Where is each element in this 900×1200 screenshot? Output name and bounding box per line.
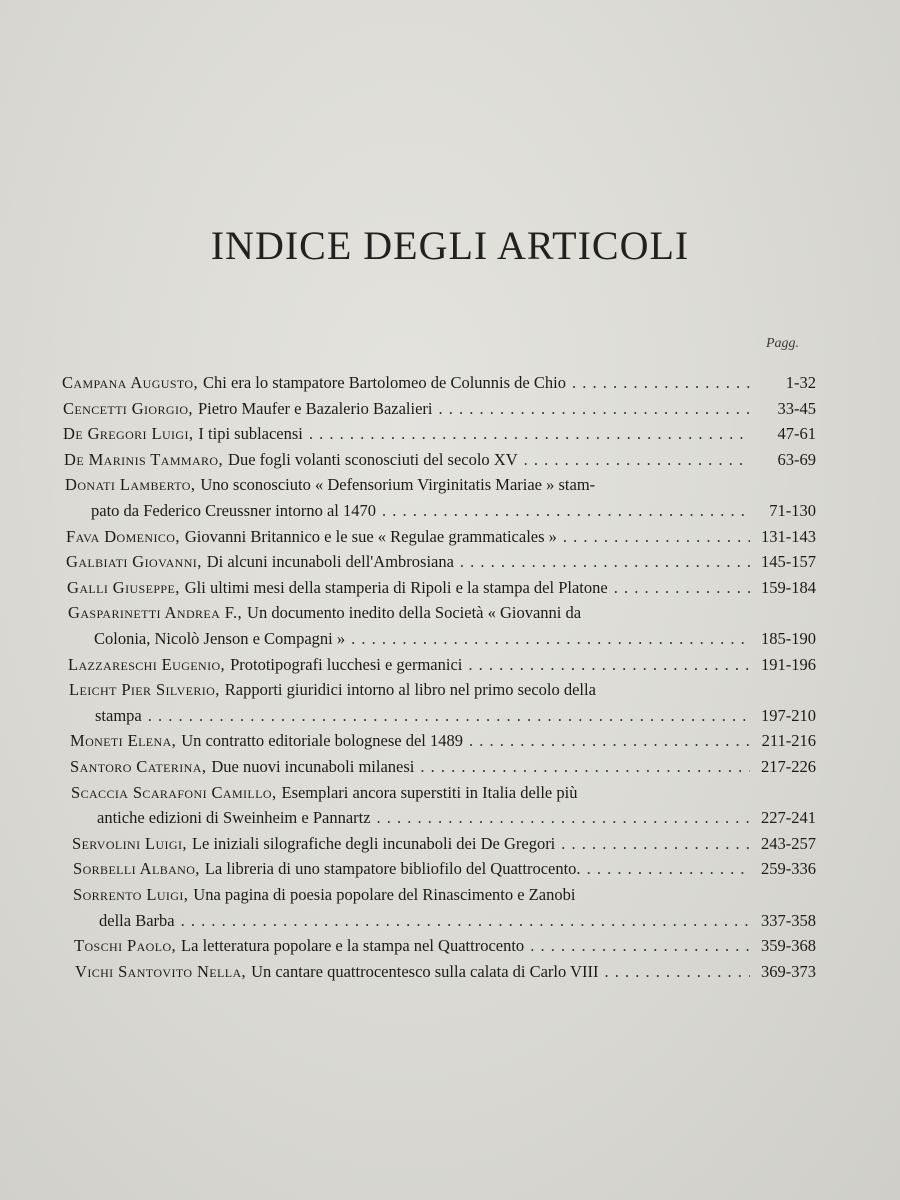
- dot-leader: [572, 372, 750, 394]
- toc-line: [94, 628, 816, 650]
- toc-author: Leicht Pier Silverio,: [69, 680, 220, 700]
- toc-line: [75, 961, 816, 983]
- toc-pages: 71-130: [769, 501, 816, 520]
- dot-leader: [420, 756, 750, 778]
- toc-line: [95, 705, 816, 727]
- toc-line: [66, 551, 816, 573]
- toc-title: La letteratura popolare e la stampa nel Quattrocento: [181, 936, 525, 956]
- dot-leader: [524, 449, 750, 471]
- toc-author: Gasparinetti Andrea F.,: [68, 603, 243, 623]
- toc-author: Fava Domenico,: [66, 526, 180, 546]
- toc-author: Vichi Santovito Nella,: [75, 961, 247, 981]
- toc-line: [68, 602, 816, 624]
- toc-pages: 197-210: [761, 705, 816, 725]
- toc-pages: 191-196: [761, 654, 816, 674]
- toc-line: [99, 910, 816, 932]
- toc-pages: 369-373: [761, 961, 816, 981]
- toc-title: Chi era lo stampatore Bartolomeo de Colunnis de Chio: [203, 373, 566, 392]
- toc-title: Uno sconosciuto « Defensorium Virginitatis Mariae » stam-: [200, 475, 596, 495]
- toc-author: Galli Giuseppe,: [67, 577, 180, 597]
- toc-line: [65, 474, 816, 496]
- toc-title: Due fogli volanti sconosciuti del secolo XV: [228, 449, 518, 469]
- toc-title: Una pagina di poesia popolare del Rinascimento e Zanobi: [193, 885, 576, 904]
- toc-title: Colonia, Nicolò Jenson e Compagni »: [94, 629, 346, 648]
- toc-title: Un contratto editoriale bolognese del 1489: [181, 731, 463, 751]
- toc-author: Moneti Elena,: [70, 731, 177, 751]
- toc-title: Un documento inedito della Società « Giovanni da: [247, 603, 582, 623]
- toc-line: [73, 884, 816, 906]
- toc-pages: 211-216: [761, 731, 816, 751]
- toc-title: Esemplari ancora superstiti in Italia delle più: [281, 782, 578, 802]
- toc-title: Pietro Maufer e Bazalerio Bazalieri: [197, 398, 433, 418]
- toc-line: [62, 372, 816, 394]
- dot-leader: [309, 423, 750, 445]
- toc-author: Servolini Luigi,: [72, 833, 187, 853]
- toc-title: stampa: [95, 705, 142, 725]
- dot-leader: [181, 910, 750, 932]
- toc-line: [63, 423, 816, 445]
- pages-column-header: Pagg.: [766, 336, 800, 351]
- toc-title: Due nuovi incunaboli milanesi: [211, 757, 415, 776]
- toc-title: della Barba: [99, 910, 175, 930]
- toc-title: I tipi sublacensi: [198, 424, 303, 444]
- toc-title: pato da Federico Creussner intorno al 1470: [91, 501, 377, 520]
- toc-line: [73, 858, 816, 880]
- toc-line: [97, 807, 816, 829]
- toc-pages: 33-45: [777, 398, 816, 418]
- toc-title: Le iniziali silografiche degli incunaboli dei De Gregori: [191, 833, 556, 853]
- toc-author: Sorrento Luigi,: [73, 885, 189, 904]
- toc-author: Santoro Caterina,: [70, 757, 207, 776]
- toc-pages: 185-190: [761, 629, 816, 648]
- toc-author: De Marinis Tammaro,: [64, 449, 224, 469]
- toc-author: Sorbelli Albano,: [73, 859, 200, 879]
- toc-author: Lazzareschi Eugenio,: [68, 654, 226, 674]
- toc-line: [91, 500, 816, 522]
- toc-pages: 337-358: [761, 910, 816, 930]
- toc-line: [64, 449, 816, 471]
- dot-leader: [604, 961, 750, 983]
- toc-line: [74, 935, 816, 957]
- dot-leader: [382, 500, 750, 522]
- toc-line: [67, 577, 816, 599]
- toc-pages: 131-143: [761, 526, 816, 546]
- toc-pages: 145-157: [761, 552, 816, 572]
- toc-author: Campana Augusto,: [62, 373, 199, 392]
- toc-pages: 259-336: [761, 859, 816, 879]
- toc-line: [66, 526, 816, 548]
- toc-line: [70, 756, 816, 778]
- toc-title: Gli ultimi mesi della stamperia di Ripoli e la stampa del Platone: [184, 577, 608, 597]
- toc-author: Donati Lamberto,: [65, 475, 196, 495]
- dot-leader: [468, 654, 750, 676]
- toc-author: Galbiati Giovanni,: [66, 552, 202, 572]
- dot-leader: [530, 935, 750, 957]
- toc-title: antiche edizioni di Sweinheim e Pannartz: [97, 808, 371, 828]
- dot-leader: [439, 398, 750, 420]
- toc-title: Prototipografi lucchesi e germanici: [230, 654, 463, 674]
- toc-line: [70, 730, 816, 752]
- page-title: INDICE DEGLI ARTICOLI: [210, 223, 690, 268]
- toc-line: [69, 679, 816, 701]
- toc-pages: 217-226: [761, 757, 816, 776]
- toc-line: [72, 833, 816, 855]
- toc-title: Un cantare quattrocentesco sulla calata di Carlo VIII: [251, 961, 599, 981]
- toc-title: Di alcuni incunaboli dell'Ambrosiana: [206, 552, 454, 572]
- dot-leader: [460, 551, 750, 573]
- dot-leader: [614, 577, 750, 599]
- toc-pages: 63-69: [777, 449, 816, 469]
- toc-author: Cencetti Giorgio,: [63, 398, 193, 418]
- toc-author: De Gregori Luigi,: [63, 424, 194, 444]
- dot-leader: [469, 730, 750, 752]
- toc-pages: 159-184: [761, 577, 816, 597]
- toc-title: Giovanni Britannico e le sue « Regulae grammaticales »: [184, 526, 557, 546]
- toc-pages: 47-61: [777, 424, 816, 444]
- dot-leader: [561, 833, 750, 855]
- dot-leader: [587, 858, 750, 880]
- toc-pages: 227-241: [761, 808, 816, 828]
- toc-pages: 1-32: [785, 373, 816, 392]
- toc-line: [68, 654, 816, 676]
- toc-pages: 359-368: [761, 936, 816, 956]
- dot-leader: [351, 628, 750, 650]
- dot-leader: [563, 526, 750, 548]
- toc-line: [63, 398, 816, 420]
- dot-leader: [377, 807, 750, 829]
- toc-author: Toschi Paolo,: [74, 936, 177, 956]
- toc-author: Scaccia Scarafoni Camillo,: [71, 782, 277, 802]
- dot-leader: [148, 705, 750, 727]
- toc-title: La libreria di uno stampatore bibliofilo del Quattrocento.: [204, 859, 581, 879]
- toc-title: Rapporti giuridici intorno al libro nel primo secolo della: [224, 680, 596, 700]
- toc-pages: 243-257: [761, 833, 816, 853]
- toc-line: [71, 782, 816, 804]
